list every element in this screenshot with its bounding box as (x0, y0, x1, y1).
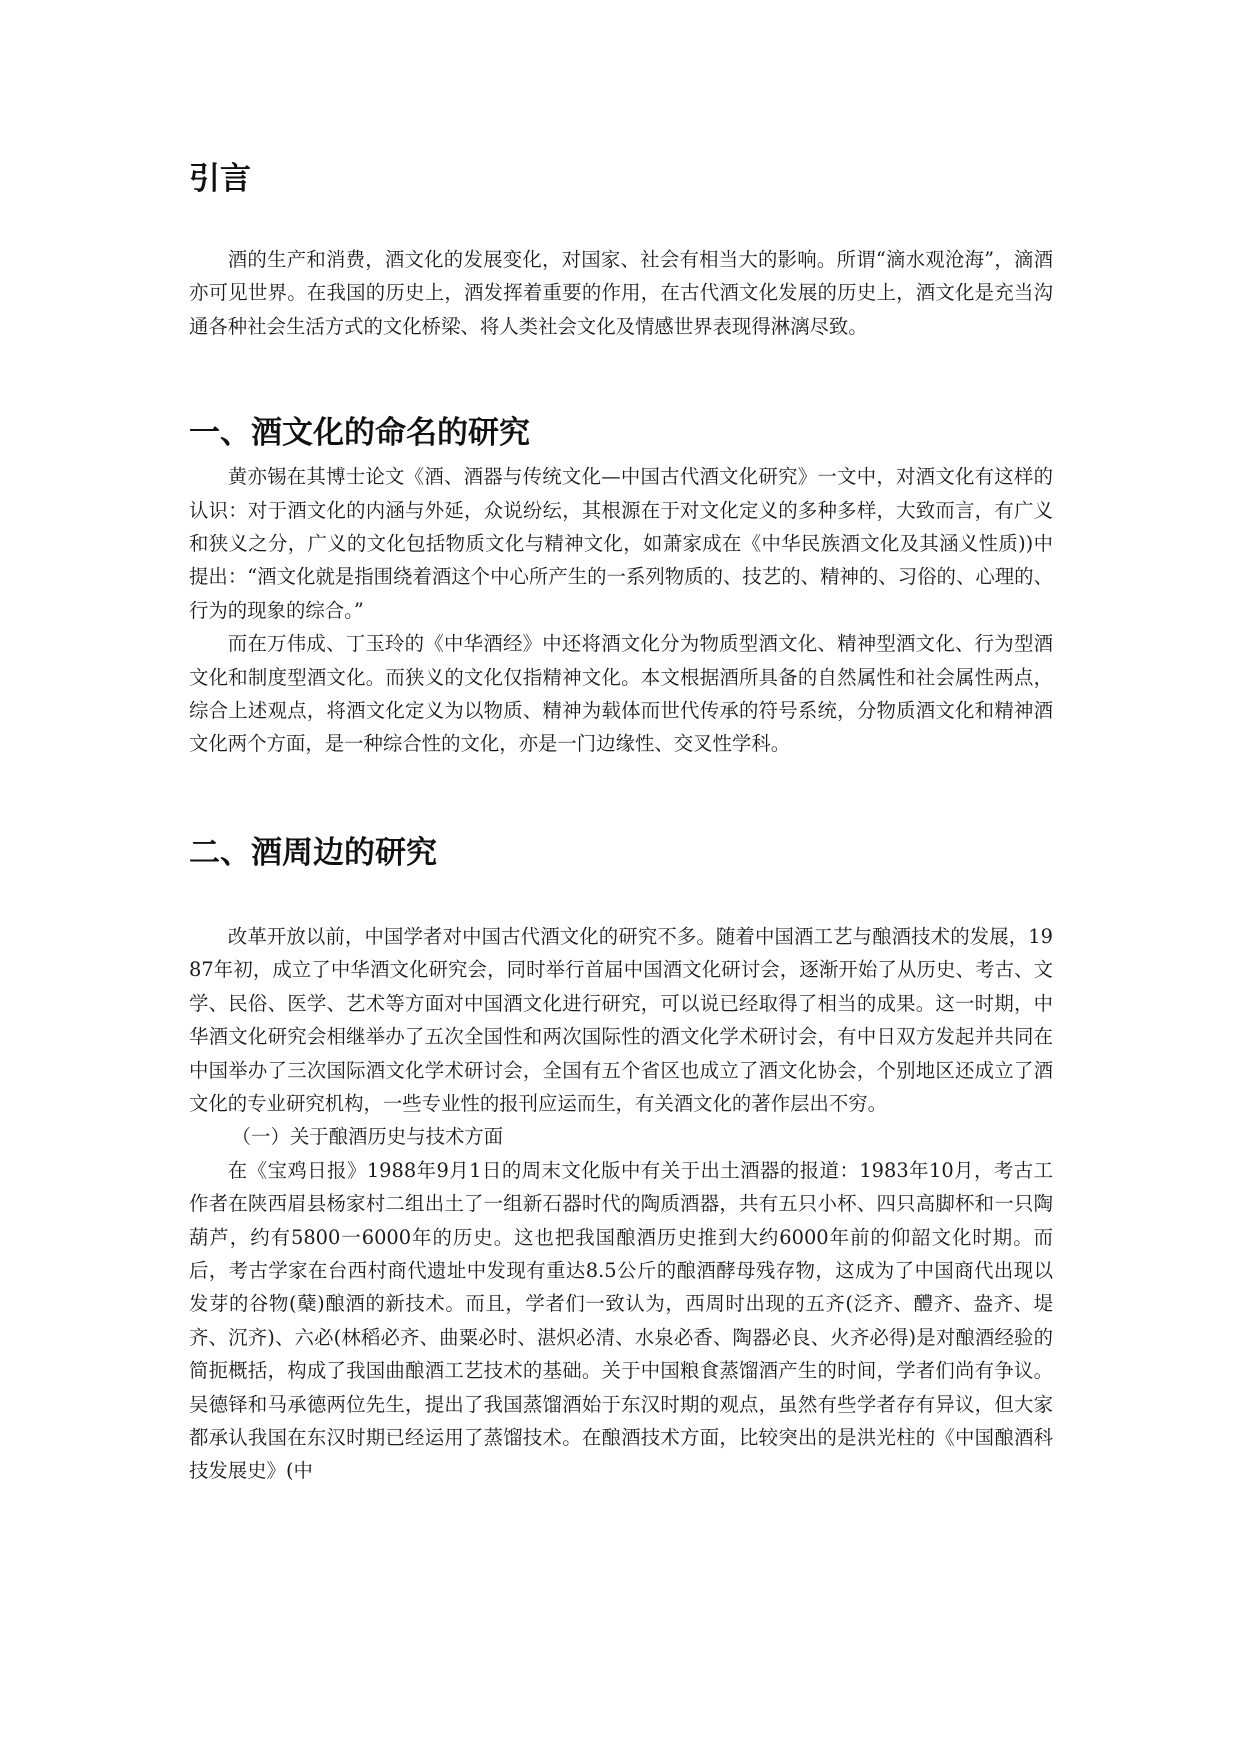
intro-paragraph: 酒的生产和消费，酒文化的发展变化，对国家、社会有相当大的影响。所谓“滴水观沧海”，滴酒亦可见世界。在我国的历史上，酒发挥着重要的作用，在古代酒文化发展的历史上，酒文化是充当沟通各种社会生活方式的文化桥梁、将人类社会文化及情感世界表现得淋漓尽致。 (189, 248, 1053, 338)
periphery-study-paragraph-1: 改革开放以前，中国学者对中国古代酒文化的研究不多。随着中国酒工艺与酿酒技术的发展，1987年初，成立了中华酒文化研究会，同时举行首届中国酒文化研讨会，逐渐开始了从历史、考古、文学、民俗、医学、艺术等方面对中国酒文化进行研究，可以说已经取得了相当的成果。这一时期，中华酒文化研究会相继举办了五次全国性和两次国际性的酒文化学术研讨会，有中日双方发起并共同在中国举办了三次国际酒文化学术研讨会，全国有五个省区也成立了酒文化协会，个别地区还成立了酒文化的专业研究机构，一些专业性的报刊应运而生，有关酒文化的著作层出不穷。 (189, 924, 1053, 1115)
naming-study-paragraph-1: 黄亦锡在其博士论文《酒、酒器与传统文化—中国古代酒文化研究》一文中，对酒文化有这样的认识：对于酒文化的内涵与外延，众说纷纭，其根源在于对文化定义的多种多样，大致而言，有广义和狭义之分，广义的文化包括物质文化与精神文化，如萧家成在《中华民族酒文化及其涵义性质))中提出：“酒文化就是指围绕着酒这个中心所产生的一系列物质的、技艺的、精神的、习俗的、心理的、行为的现象的综合。” (189, 465, 1053, 622)
section-heading-periphery-study: 二、酒周边的研究 (189, 834, 437, 871)
subsection-heading-brewing-history: （一）关于酿酒历史与技术方面 (231, 1125, 504, 1149)
brewing-history-paragraph: 在《宝鸡日报》1988年9月1日的周末文化版中有关于出土酒器的报道：1983年10月，考古工作者在陕西眉县杨家村二组出土了一组新石器时代的陶质酒器，共有五只小杯、四只高脚杯和一只陶葫芦，约有5800一6000年的历史。这也把我国酿酒历史推到大约6000年前的仰韶文化时期。而后，考古学家在台西村商代遗址中发现有重达8.5公斤的酿酒酵母残存物，这成为了中国商代出现以发芽的谷物(蘖)酿酒的新技术。而且，学者们一致认为，西周时出现的五齐(泛齐、醴齐、盎齐、堤齐、沉齐)、六必(林稻必齐、曲粟必时、湛炽必清、水泉必香、陶器必良、火齐必得)是对酿酒经验的简扼概括，构成了我国曲酿酒工艺技术的基础。关于中国粮食蒸馏酒产生的时间，学者们尚有争议。吴德铎和马承德两位先生，提出了我国蒸馏酒始于东汉时期的观点，虽然有些学者存有异议，但大家都承认我国在东汉时期已经运用了蒸馏技术。在酿酒技术方面，比较突出的是洪光柱的《中国酿酒科技发展史》(中 (189, 1158, 1053, 1483)
section-heading-naming-study: 一、酒文化的命名的研究 (189, 415, 530, 452)
document-page (189, 0, 1053, 1754)
section-heading-intro: 引言 (189, 161, 251, 197)
naming-study-paragraph-2: 而在万伟成、丁玉玲的《中华酒经》中还将酒文化分为物质型酒文化、精神型酒文化、行为型酒文化和制度型酒文化。而狭义的文化仅指精神文化。本文根据酒所具备的自然属性和社会属性两点，综合上述观点，将酒文化定义为以物质、精神为载体而世代传承的符号系统，分物质酒文化和精神酒文化两个方面，是一种综合性的文化，亦是一门边缘性、交叉性学科。 (189, 632, 1053, 756)
